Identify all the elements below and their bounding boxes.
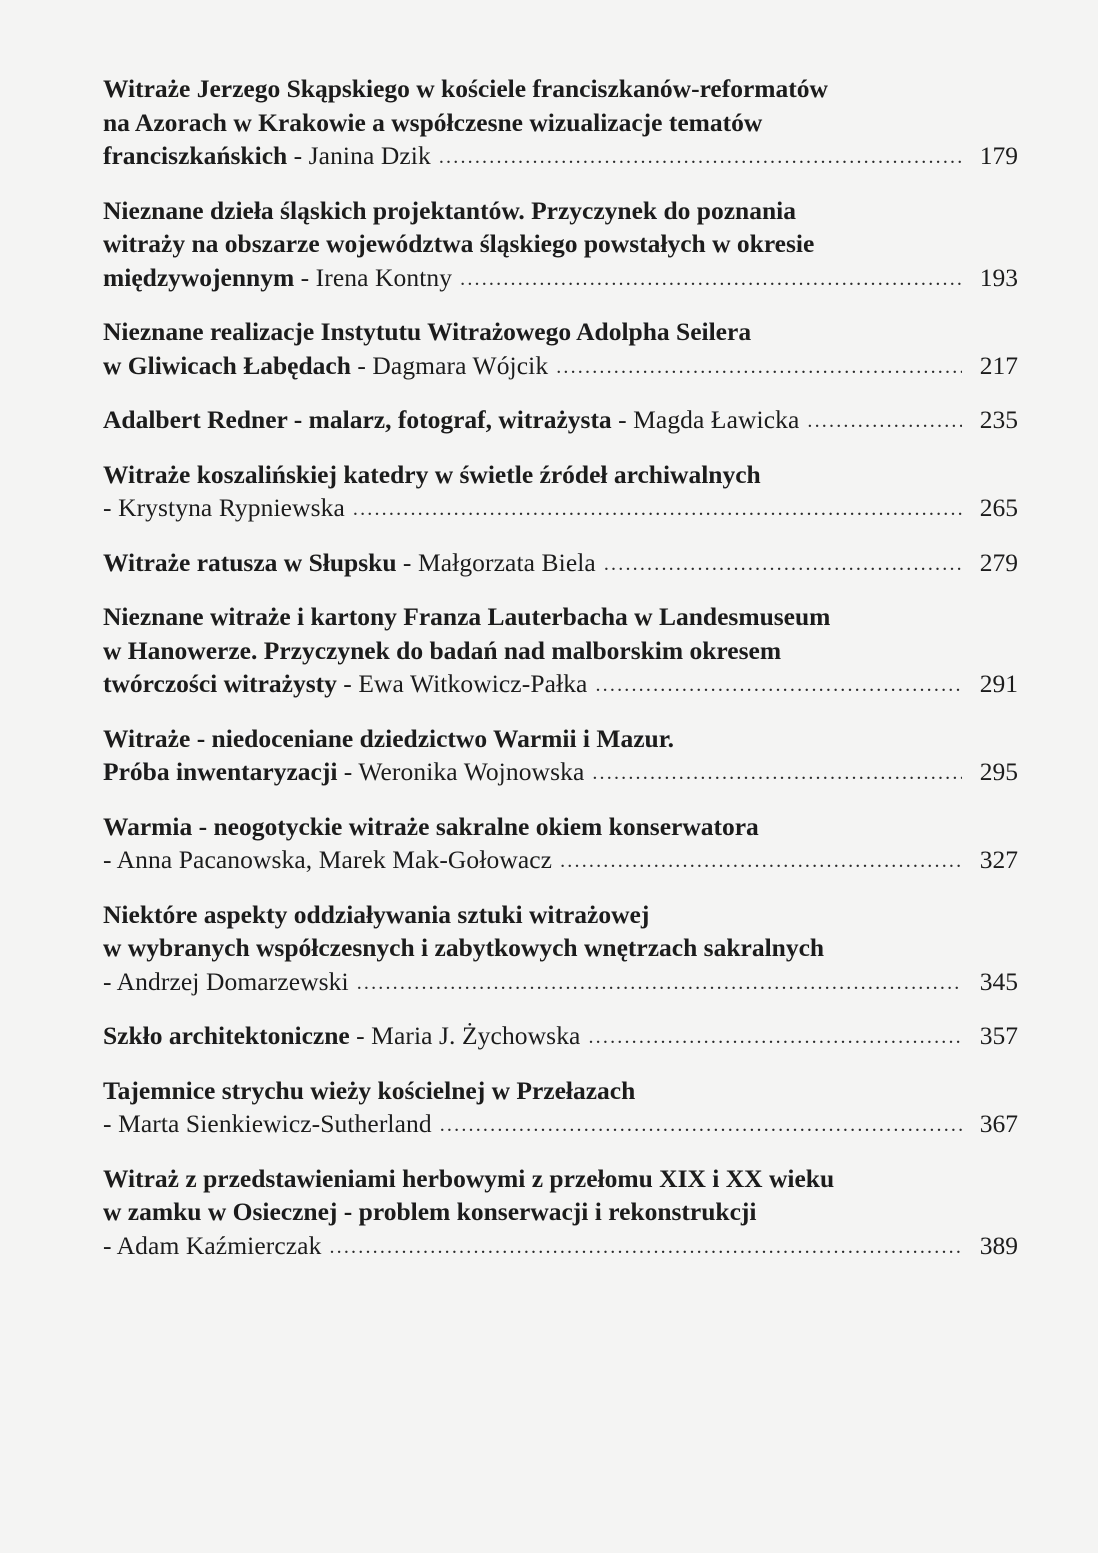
toc-entry-page-number: 265 (979, 493, 1018, 522)
toc-entry-text (103, 667, 587, 701)
toc-entry-text (103, 1107, 432, 1141)
table-of-contents (103, 72, 1018, 1265)
dot-leader (460, 263, 962, 297)
toc-entry (103, 403, 1018, 440)
dot-leader (807, 405, 962, 439)
dot-leader (357, 967, 962, 1001)
toc-entry (103, 72, 1018, 176)
toc-entry-author: - Marta Sienkiewicz-Sutherland (103, 1109, 432, 1138)
toc-entry-title-line: w Hanowerze. Przyczynek do badań nad malborskim okresem (103, 635, 782, 665)
toc-entry-author: - Adam Kaźmierczak (103, 1230, 322, 1260)
toc-entry-title-end: Adalbert Redner - malarz, fotograf, witrażysta (103, 405, 612, 434)
toc-entry-text (103, 261, 452, 295)
toc-entry-last-line (103, 491, 1018, 528)
toc-entry-author: - Andrzej Domarzewski (103, 966, 349, 996)
toc-entry-last-line (103, 755, 1018, 792)
toc-entry-last-line (103, 349, 1018, 386)
toc-entry-last-line (103, 261, 1018, 298)
toc-entry (103, 600, 1018, 704)
dot-leader (588, 1021, 962, 1055)
toc-entry-page-number: 389 (979, 1230, 1018, 1260)
toc-entry-author: - Dagmara Wójcik (357, 350, 549, 380)
toc-entry-title-end: międzywojennym (103, 262, 295, 292)
toc-entry (103, 1162, 1018, 1266)
dot-leader (440, 1109, 962, 1143)
toc-entry-text (103, 843, 552, 877)
toc-entry-title-end: Szkło architektoniczne (103, 1021, 350, 1050)
toc-entry-page-number: 327 (979, 845, 1018, 874)
toc-entry-last-line (103, 965, 1018, 1002)
toc-entry-page-number: 357 (979, 1021, 1018, 1050)
toc-entry-text (103, 1229, 321, 1263)
toc-entry-page-number: 217 (979, 350, 1018, 380)
toc-entry-author: - Ewa Witkowicz-Pałka (343, 669, 588, 698)
toc-entry-text (103, 965, 349, 999)
toc-entry-text (103, 491, 345, 525)
toc-entry-title-line: w wybranych współczesnych i zabytkowych wnętrzach sakralnych (103, 933, 825, 962)
toc-entry (103, 1074, 1018, 1144)
toc-entry-title-line: Witraże koszalińskiej katedry w świetle źródeł archiwalnych (103, 459, 761, 489)
toc-entry-page-number: 279 (979, 547, 1018, 577)
toc-entry-page-number: 179 (979, 141, 1018, 170)
dot-leader (353, 493, 962, 527)
toc-entry-page-number: 345 (979, 966, 1018, 996)
toc-entry-title-line: Nieznane realizacje Instytutu Witrażowego Adolpha Seilera (103, 317, 752, 346)
toc-entry-title-line: Niektóre aspekty oddziaływania sztuki witrażowej (103, 899, 650, 929)
dot-leader (556, 351, 962, 385)
toc-entry-title-line: Warmia - neogotyckie witraże sakralne okiem konserwatora (103, 811, 759, 841)
toc-entry-title-line: witraży na obszarze województwa śląskiego powstałych w okresie (103, 229, 815, 258)
toc-entry-last-line (103, 403, 1018, 440)
toc-entry-title-end: Próba inwentaryzacji (103, 757, 338, 786)
toc-entry-author: - Weronika Wojnowska (343, 757, 585, 786)
dot-leader (329, 1231, 962, 1265)
toc-entry (103, 315, 1018, 385)
toc-entry-title-end: Witraże ratusza w Słupsku (103, 547, 397, 577)
toc-entry-author: - Krystyna Rypniewska (103, 493, 345, 522)
toc-entry-last-line (103, 667, 1018, 704)
toc-entry-author: - Maria J. Żychowska (356, 1021, 581, 1050)
toc-entry-page-number: 291 (979, 669, 1018, 698)
toc-entry-last-line (103, 1229, 1018, 1266)
toc-entry-last-line (103, 1107, 1018, 1144)
toc-entry-text (103, 546, 596, 580)
toc-entry-author: - Irena Kontny (300, 262, 453, 292)
toc-entry-page-number: 295 (979, 757, 1018, 786)
toc-entry-title-line: Nieznane dzieła śląskich projektantów. Przyczynek do poznania (103, 195, 796, 225)
toc-entry (103, 458, 1018, 528)
toc-entry (103, 722, 1018, 792)
toc-entry-title-end: twórczości witrażysty (103, 669, 337, 698)
toc-entry-page-number: 367 (979, 1109, 1018, 1138)
toc-entry-author: - Janina Dzik (293, 141, 431, 170)
toc-entry-last-line (103, 546, 1018, 583)
toc-entry-title-line: Nieznane witraże i kartony Franza Lauterbacha w Landesmuseum (103, 602, 831, 631)
dot-leader (604, 548, 962, 582)
toc-entry-title-end: w Gliwicach Łabędach (103, 350, 351, 380)
dot-leader (592, 757, 962, 791)
dot-leader (595, 669, 962, 703)
toc-entry-title-line: na Azorach w Krakowie a współczesne wizualizacje tematów (103, 107, 763, 137)
toc-entry (103, 898, 1018, 1002)
toc-entry-title-line: Witraż z przedstawieniami herbowymi z przełomu XIX i XX wieku (103, 1163, 835, 1193)
toc-entry-text (103, 349, 548, 383)
toc-entry-text (103, 755, 584, 789)
toc-entry-last-line (103, 139, 1018, 176)
toc-entry (103, 1019, 1018, 1056)
toc-entry (103, 810, 1018, 880)
toc-entry-title-line: Witraże Jerzego Skąpskiego w kościele franciszkanów-reformatów (103, 74, 828, 103)
toc-entry-author: - Małgorzata Biela (402, 547, 596, 577)
toc-entry-text (103, 1019, 580, 1053)
toc-entry-title-line: Witraże - niedoceniane dziedzictwo Warmii i Mazur. (103, 723, 675, 753)
toc-entry (103, 194, 1018, 298)
toc-entry-author: - Anna Pacanowska, Marek Mak-Gołowacz (103, 845, 553, 874)
toc-entry-last-line (103, 1019, 1018, 1056)
toc-entry-title-end: franciszkańskich (103, 141, 288, 170)
toc-entry-page-number: 193 (979, 262, 1018, 292)
toc-entry (103, 546, 1018, 583)
toc-entry-last-line (103, 843, 1018, 880)
dot-leader (439, 141, 962, 175)
dot-leader (560, 845, 962, 879)
toc-entry-title-line: w zamku w Osiecznej - problem konserwacji i rekonstrukcji (103, 1197, 757, 1226)
toc-entry-text (103, 139, 431, 173)
toc-entry-title-line: Tajemnice strychu wieży kościelnej w Przełazach (103, 1075, 636, 1105)
toc-entry-page-number: 235 (979, 405, 1018, 434)
toc-entry-author: - Magda Ławicka (618, 405, 800, 434)
toc-entry-text (103, 403, 799, 437)
